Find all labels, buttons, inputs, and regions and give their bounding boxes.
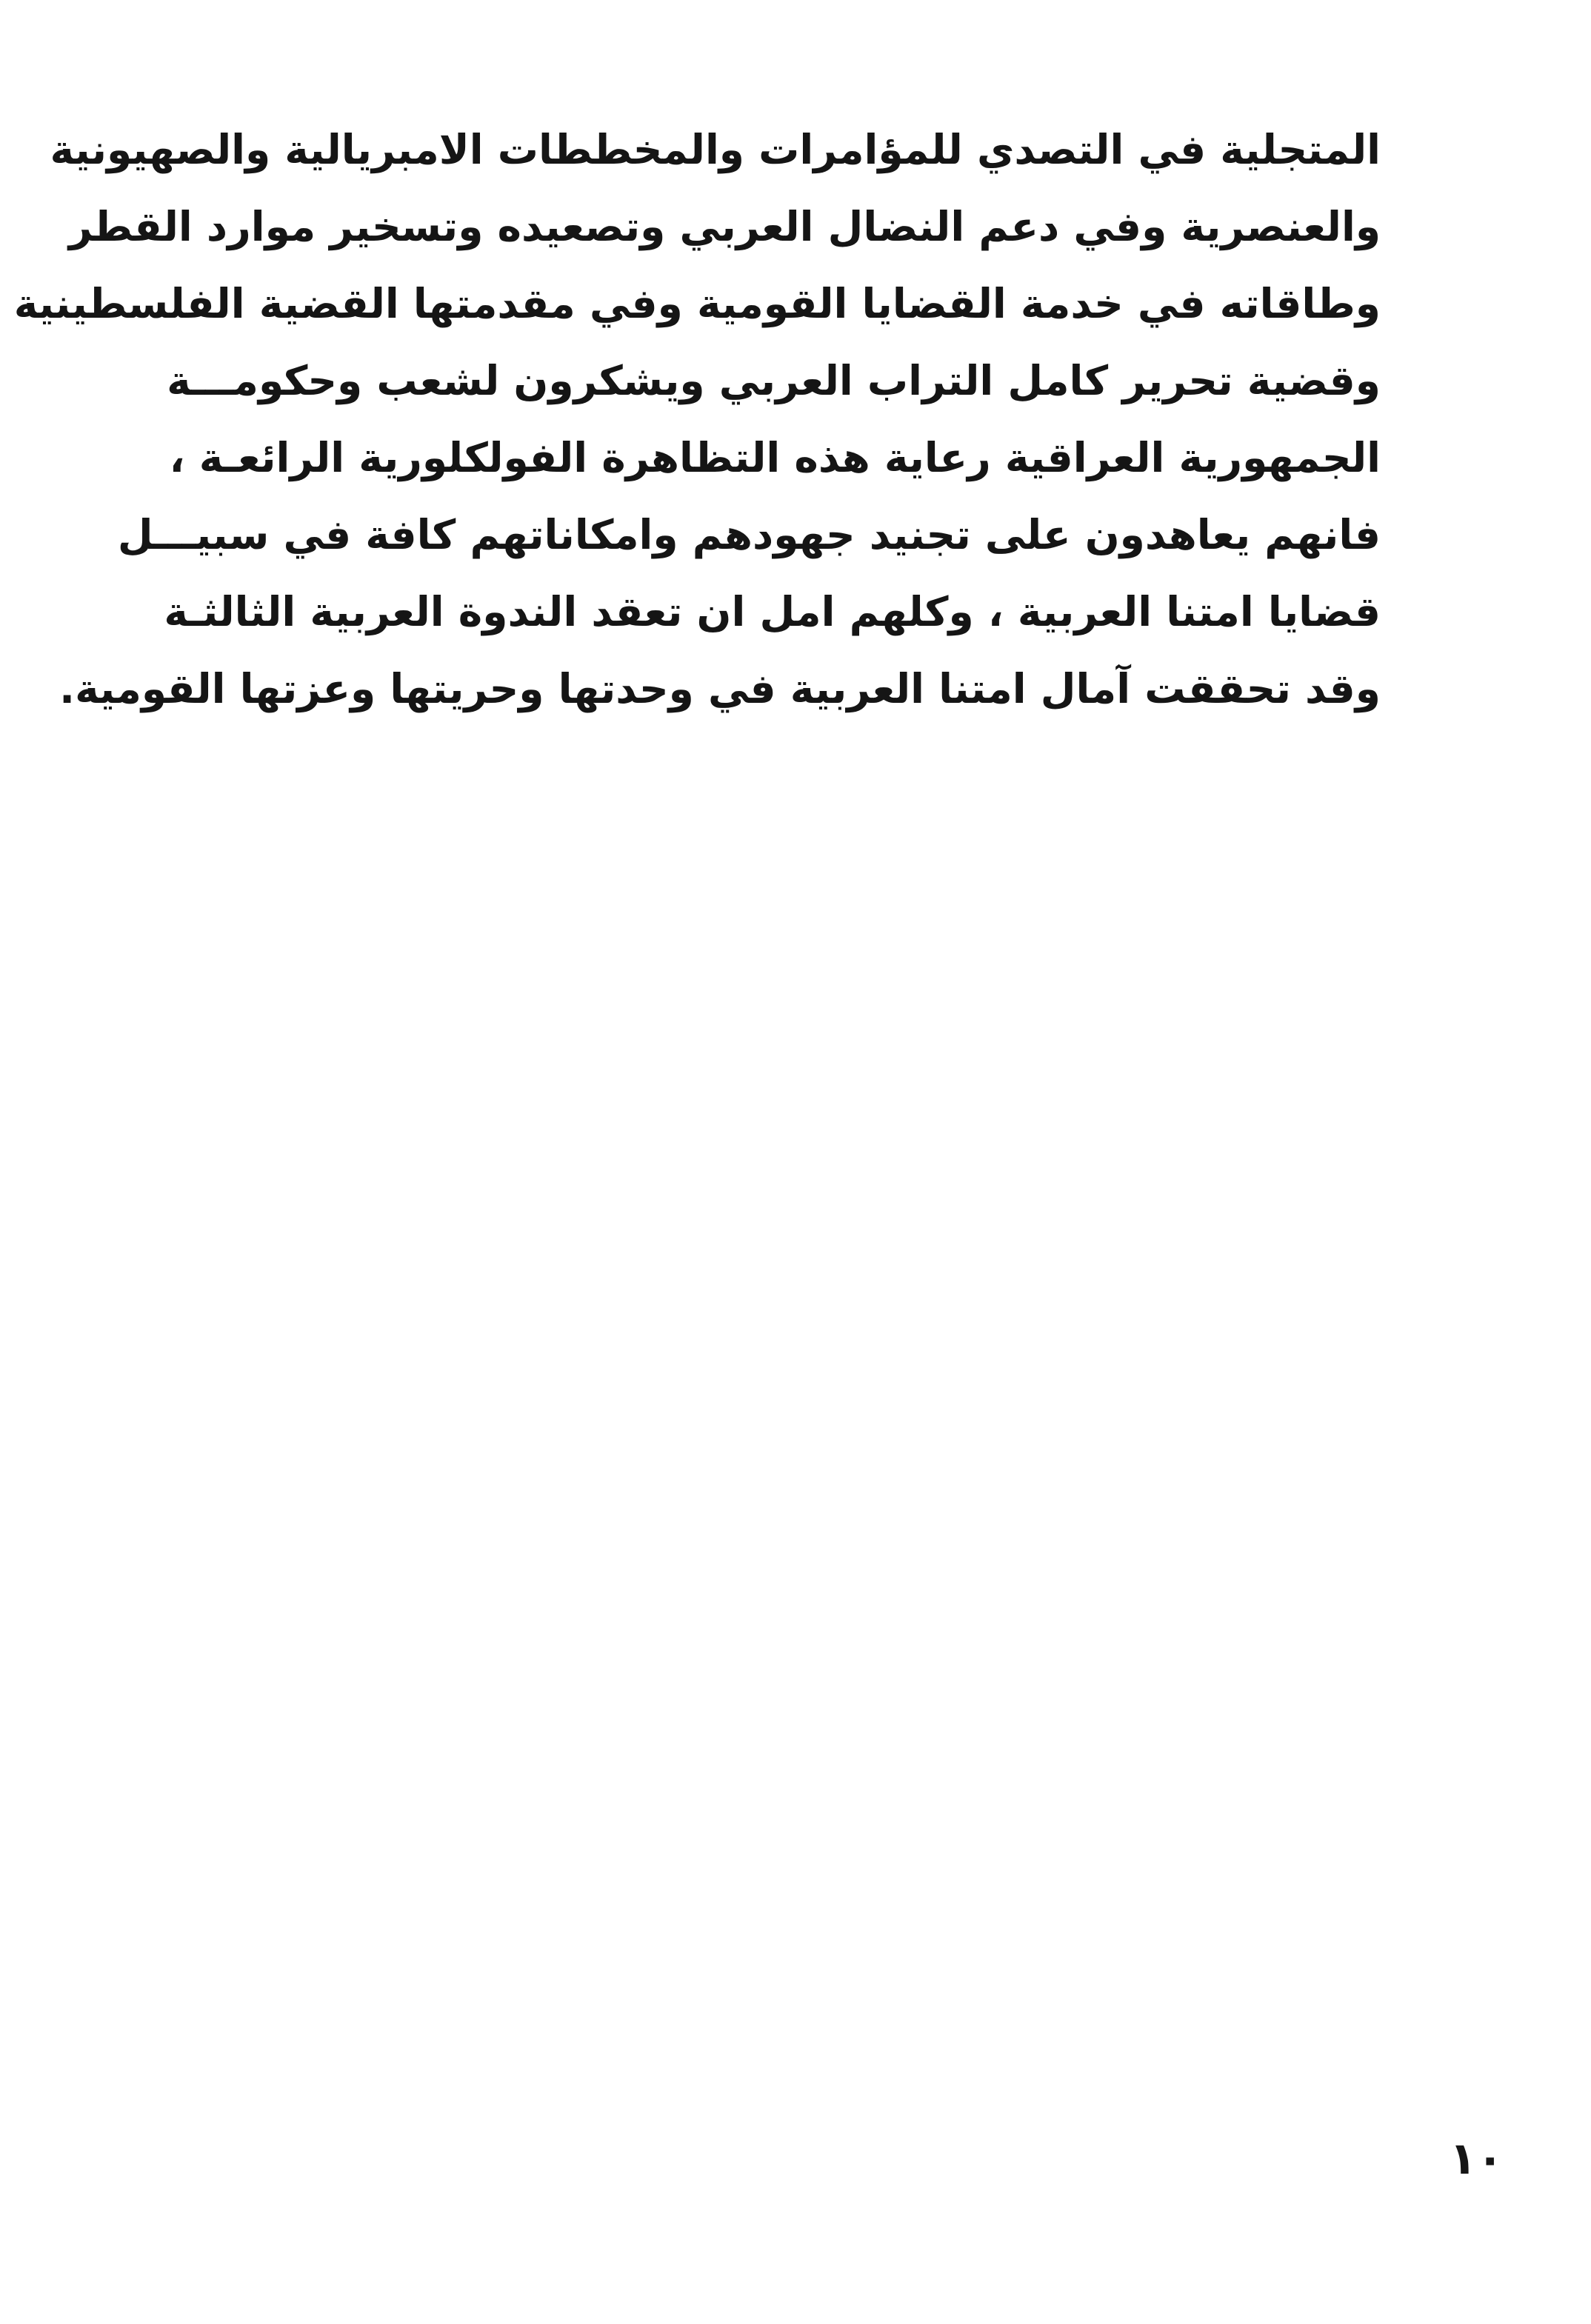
text-line: وقد تحققت آمال امتنا العربية في وحدتها وحريتها وعزتها القومية. — [59, 665, 1381, 712]
text-line: والعنصرية وفي دعم النضال العربي وتصعيده وتسخير موارد القطر — [68, 203, 1381, 250]
text-line: المتجلية في التصدي للمؤامرات والمخططات الامبريالية والصهيونية — [50, 126, 1381, 173]
text-line: قضايا امتنا العربية ، وكلهم امل ان تعقد الندوة العربية الثالثـة — [164, 588, 1381, 635]
text-line: فانهم يعاهدون على تجنيد جهودهم وامكاناتهم كافة في سبيـــل — [117, 511, 1381, 558]
text-line: وقضية تحرير كامل التراب العربي ويشكرون لشعب وحكومـــة — [167, 357, 1381, 404]
page-number: ١٠ — [1449, 2133, 1504, 2185]
text-line: الجمهورية العراقية رعاية هذه التظاهرة الفولكلورية الرائعـة ، — [169, 434, 1381, 481]
text-line: وطاقاته في خدمة القضايا القومية وفي مقدمتها القضية الفلسطينية — [13, 280, 1381, 327]
body-text — [13, 111, 1381, 727]
